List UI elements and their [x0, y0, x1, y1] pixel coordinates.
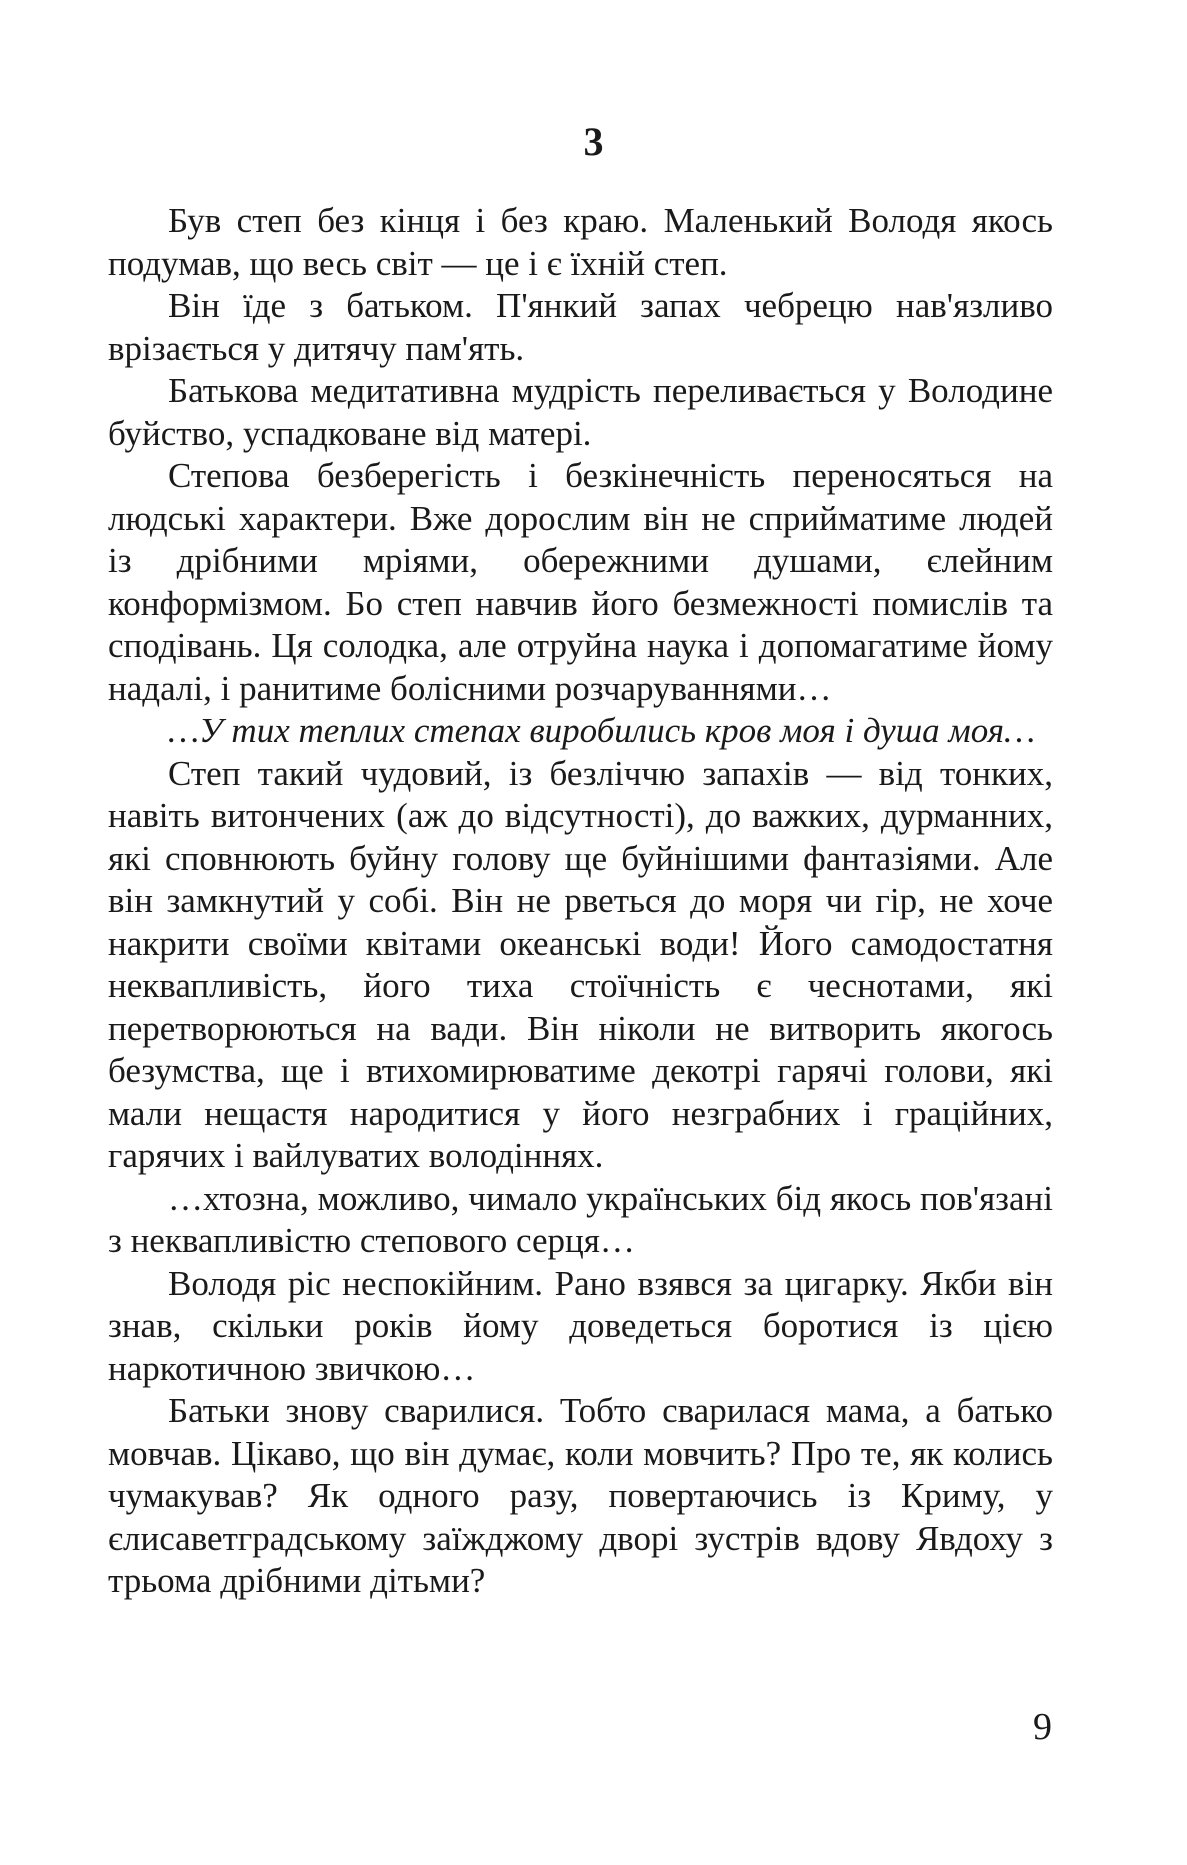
paragraph: Він їде з батьком. П'янкий запах чебрецю нав'язливо врізається у дитячу пам'ять. — [108, 286, 1053, 368]
paragraph: Батькова медитативна мудрість переливається у Володине буйство, успадковане від матері. — [108, 371, 1053, 453]
chapter-number: 3 — [583, 119, 604, 164]
page-number: 9 — [1033, 1706, 1052, 1748]
paragraph: …хтозна, можливо, чимало українських бід якось пов'язані з неквапливістю степового серця… — [108, 1178, 1053, 1260]
paragraph: Був степ без кінця і без краю. Маленький Володя якось подумав, що весь світ — це і є їхній степ. — [108, 201, 1053, 283]
body-text — [108, 200, 1053, 1603]
paragraph: Степ такий чудовий, із безліччю запахів — від тонких, навіть витончених (аж до відсутності), до важких, дурманних, які сповнюють буйну голову ще буйнішими фантазіями. Але він замкнутий у собі. Він не рветься до моря чи гір, не хоче накрити своїми квітами океанські води! Його самодостатня неквапливість, його тиха стоїчність є чеснотами, які перетворюються на вади. Він ніколи не витворить якогось безумства, ще і втихомирюватиме декотрі гарячі голови, які мали нещастя народитися у його незграбних і граційних, гарячих і вайлуватих володіннях. — [108, 753, 1053, 1175]
paragraph: Батьки знову сварилися. Тобто сварилася мама, а батько мовчав. Цікаво, що він думає, коли мовчить? Про те, як колись чумакував? Як одного разу, повертаючись із Криму, у єлисаветградському заїжджому дворі зустрів вдову Явдоху з трьома дрібними дітьми? — [108, 1391, 1053, 1600]
paragraph: Володя ріс неспокійним. Рано взявся за цигарку. Якби він знав, скільки років йому доведеться боротися із цією наркотичною звичкою… — [108, 1263, 1053, 1388]
italic-quote-paragraph: …У тих теплих степах виробились кров моя і душа моя… — [168, 711, 1036, 750]
paragraph: Степова безберегість і безкінечність переносяться на людські характери. Вже дорослим він не сприйматиме людей із дрібними мріями, обережними душами, єлейним конформізмом. Бо степ навчив його безмежності помислів та сподівань. Ця солодка, але отруйна наука і допомагатиме йому надалі, і ранитиме болісними розчаруваннями… — [108, 456, 1053, 708]
